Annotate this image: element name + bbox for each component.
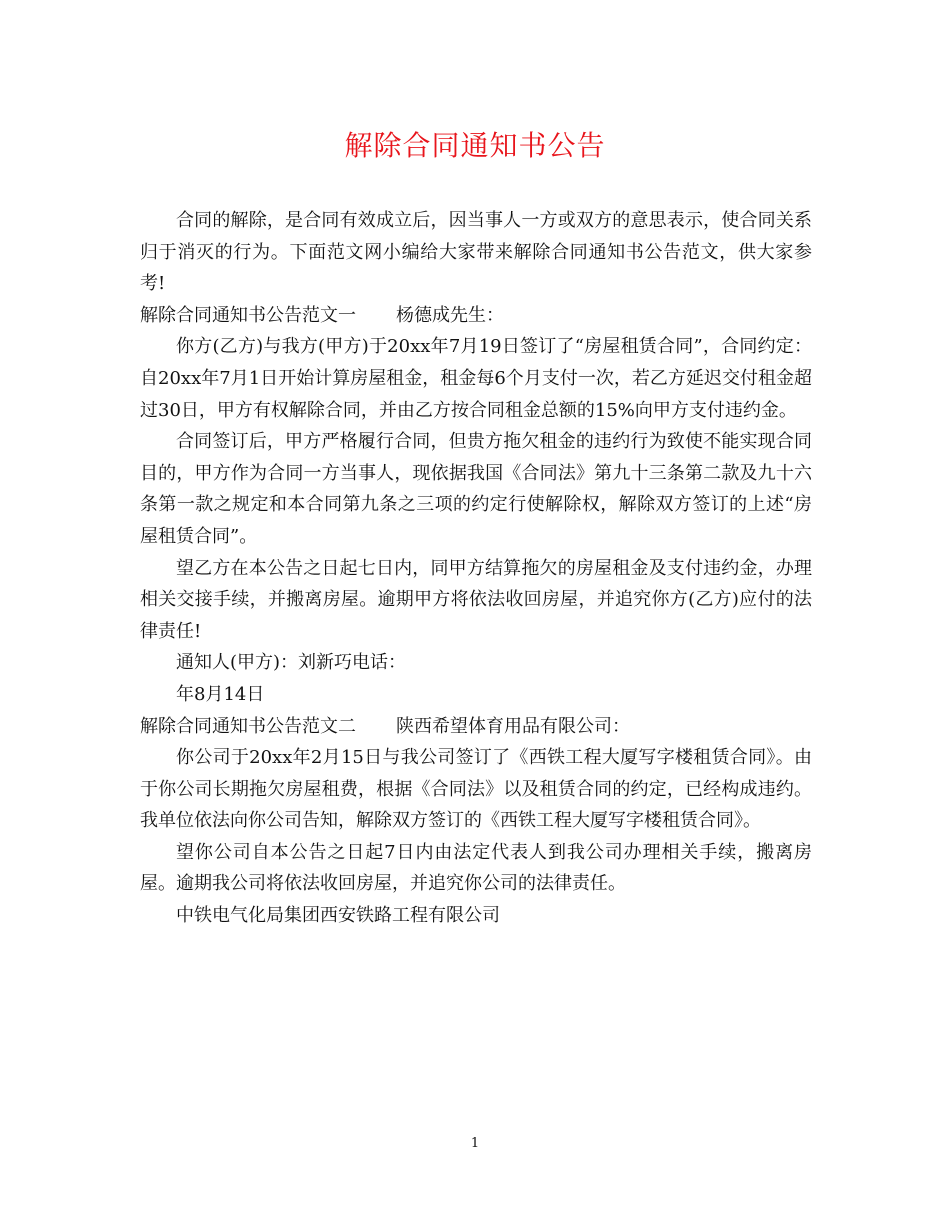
sample1-paragraph: 合同签订后，甲方严格履行合同，但贵方拖欠租金的违约行为致使不能实现合同目的，甲方作为合同一方当事人，现依据我国《合同法》第九十三条第二款及九十六条第一款之规定和本合同第九条之三项的约定行使解除权，解除双方签订的上述“房屋租赁合同”。 xyxy=(140,431,812,547)
sample1-heading-line xyxy=(140,300,812,332)
sample2-heading-line xyxy=(140,711,812,743)
sample2-addressee: 陕西希望体育用品有限公司： xyxy=(396,715,630,737)
sample2-signature: 中铁电气化局集团西安铁路工程有限公司 xyxy=(176,905,500,927)
sample1-paragraph: 你方(乙方)与我方(甲方)于20xx年7月19日签订了“房屋租赁合同”，合同约定：自20xx年7月1日开始计算房屋租金，租金每6个月支付一次，若乙方延迟交付租金超过30日，甲方有权解除合同，并由乙方按合同租金总额的15%向甲方支付违约金。 xyxy=(140,336,812,421)
document-body xyxy=(140,205,812,932)
intro-paragraph: 合同的解除，是合同有效成立后，因当事人一方或双方的意思表示，使合同关系归于消灭的行为。下面范文网小编给大家带来解除合同通知书公告范文，供大家参考! xyxy=(140,210,812,295)
sample2-paragraph: 你公司于20xx年2月15日与我公司签订了《西铁工程大厦写字楼租赁合同》。由于你公司长期拖欠房屋租费，根据《合同法》以及租赁合同的约定，已经构成违约。我单位依法向你公司告知，解除双方签订的《西铁工程大厦写字楼租赁合同》。 xyxy=(140,747,812,832)
page-number: 1 xyxy=(470,1136,480,1151)
sample1-heading: 解除合同通知书公告范文一 xyxy=(140,304,356,326)
sample1-addressee: 杨德成先生： xyxy=(396,304,504,326)
sample1-date: 年8月14日 xyxy=(176,683,265,705)
sample2-paragraph: 望你公司自本公告之日起7日内由法定代表人到我公司办理相关手续，搬离房屋。逾期我公司将依法收回房屋，并追究你公司的法律责任。 xyxy=(140,841,812,895)
document-title: 解除合同通知书公告 xyxy=(344,129,606,162)
sample1-paragraph: 望乙方在本公告之日起七日内，同甲方结算拖欠的房屋租金及支付违约金，办理相关交接手续，并搬离房屋。逾期甲方将依法收回房屋，并追究你方(乙方)应付的法律责任! xyxy=(140,557,812,642)
sample2-heading: 解除合同通知书公告范文二 xyxy=(140,715,356,737)
sample1-notifier: 通知人(甲方)：刘新巧电话： xyxy=(176,652,407,674)
